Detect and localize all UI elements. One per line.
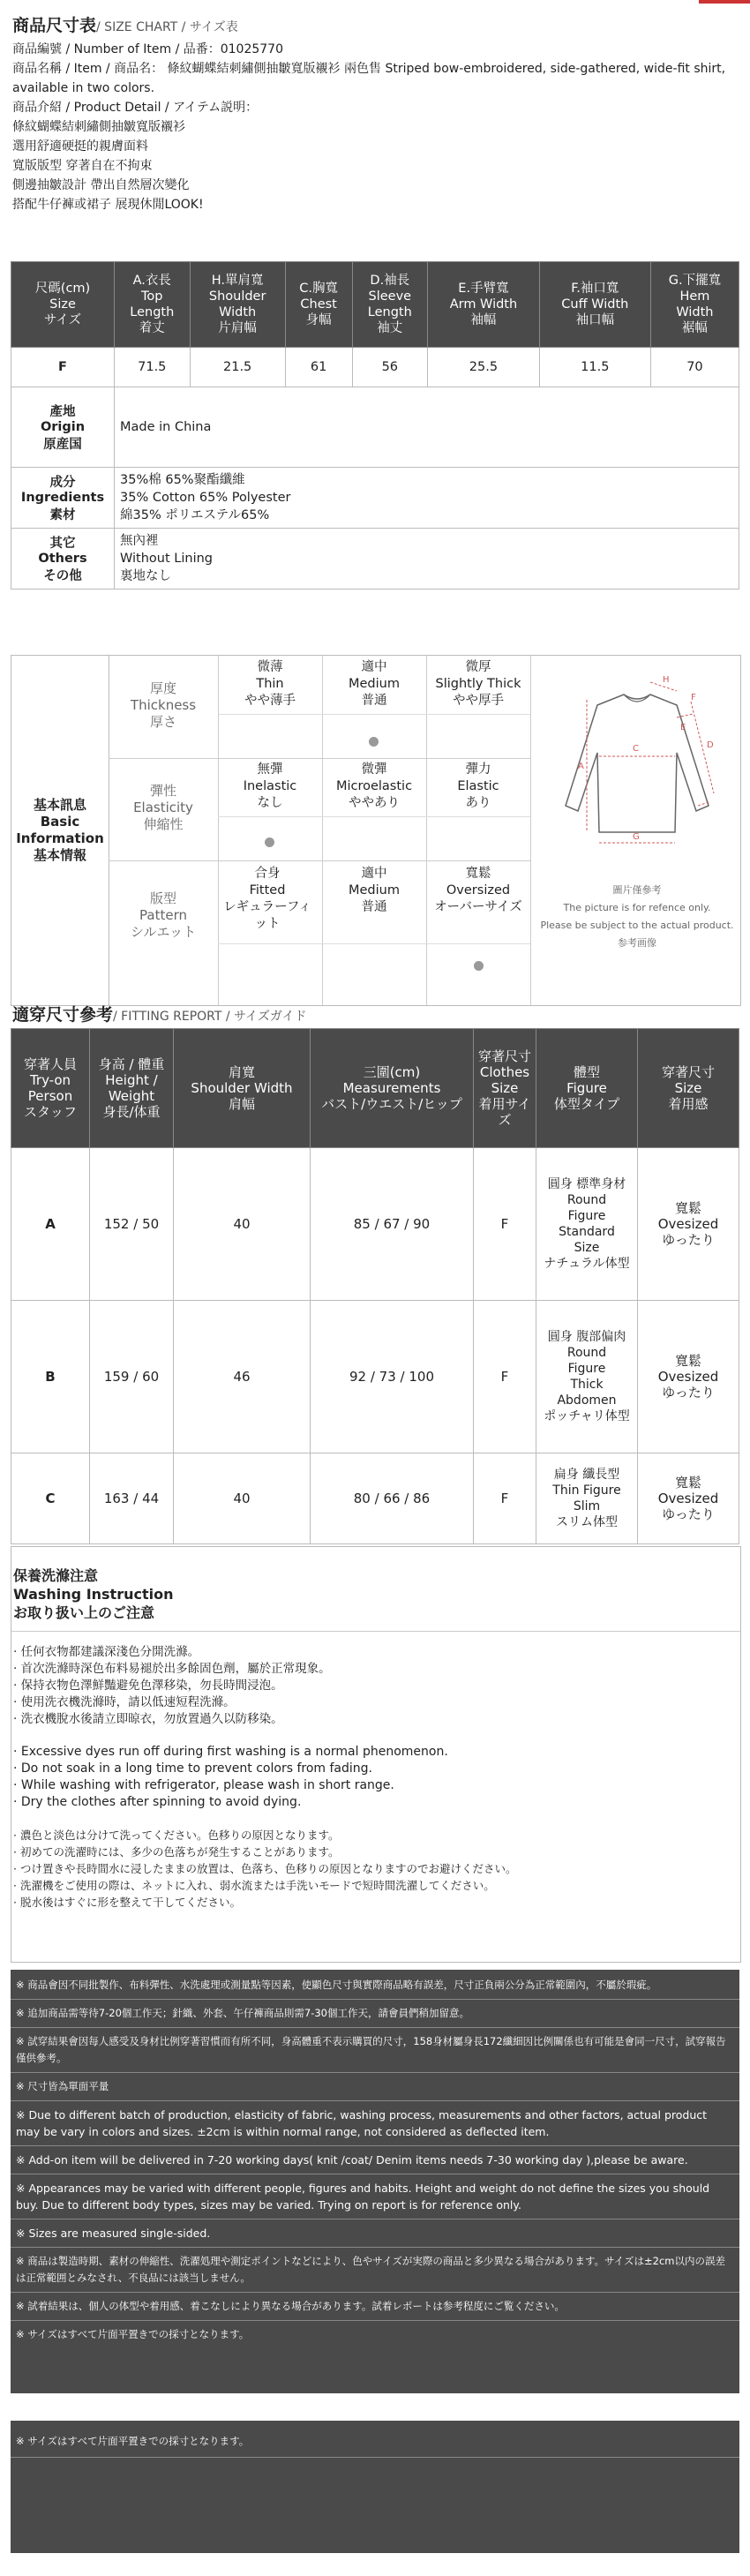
thickness-option: 微厚 Slightly Thick やや厚手 bbox=[435, 660, 521, 708]
size-value: 71.5 bbox=[115, 348, 191, 387]
caption-line: 参考画像 bbox=[618, 937, 656, 949]
size-value: 25.5 bbox=[428, 348, 540, 387]
shoulder-cell: 40 bbox=[174, 1453, 311, 1544]
figure-cell: 圓身 腹部偏肉 Round Figure Thick Abdomen ポッチャリ体型 bbox=[536, 1301, 638, 1453]
elasticity-option: 微彈 Microelastic ややあり bbox=[335, 762, 413, 810]
detail-title: 商品介紹 / Product Detail / アイテム説明： bbox=[12, 101, 259, 115]
size-value: 61 bbox=[285, 348, 352, 387]
ingredients-line: 綿35% ポリエステル65% bbox=[120, 508, 270, 522]
size-header: A.衣長 Top Length 着丈 bbox=[115, 262, 191, 348]
size-chart-subtitle: / SIZE CHART / サイズ表 bbox=[96, 20, 238, 34]
clothes-size-cell: F bbox=[474, 1453, 536, 1544]
washing-line: · 洗濯機をご使用の際は、ネットに入れ、弱水流または手洗いモードで短時間洗濯してください。 bbox=[13, 1879, 495, 1892]
diagram-letter: D bbox=[707, 740, 714, 750]
washing-line: · 初めての洗濯時には、多少の色落ちが発生することがあります。 bbox=[13, 1845, 340, 1859]
person-cell: C bbox=[11, 1453, 90, 1544]
pattern-option: 合身 Fitted レギュラーフィット bbox=[223, 867, 311, 931]
pattern-indicator bbox=[474, 961, 484, 971]
figure-cell: 扁身 纖長型 Thin Figure Slim スリム体型 bbox=[536, 1453, 638, 1544]
feel-cell: 寬鬆 Ovesized ゆったり bbox=[638, 1453, 739, 1544]
table-row bbox=[11, 1453, 739, 1544]
size-value: 11.5 bbox=[539, 348, 650, 387]
elasticity-indicator bbox=[265, 837, 274, 847]
size-header: H.單肩寬 Shoulder Width 片肩幅 bbox=[190, 262, 285, 348]
note-line: ※ Add-on item will be delivered in 7-20 working days( knit /coat/ Denim items needs 7-30 working day ),please be aware. bbox=[16, 2153, 688, 2167]
diagram-letter: F bbox=[691, 693, 696, 702]
size-chart-header bbox=[0, 0, 750, 36]
detail-line: 條紋蝴蝶結刺繡側抽皺寬版襯衫 bbox=[12, 120, 185, 134]
diagram-letter: G bbox=[633, 832, 640, 842]
person-cell: A bbox=[11, 1148, 90, 1301]
washing-line: · Excessive dyes run off during first washing is a normal phenomenon. bbox=[13, 1745, 448, 1759]
feel-cell: 寬鬆 Ovesized ゆったり bbox=[638, 1148, 739, 1301]
measurement-cell: 92 / 73 / 100 bbox=[311, 1301, 474, 1453]
diagram-letter: C bbox=[633, 744, 639, 754]
washing-line: · 首次洗滌時深色布料易褪於出多餘固色劑，屬於正常現象。 bbox=[13, 1662, 331, 1676]
fitting-table bbox=[11, 1028, 739, 1544]
ingredients-label: 成分 Ingredients 素材 bbox=[11, 468, 115, 529]
washing-line: · 洗衣機脫水後請立即晾衣，勿放置過久以防移染。 bbox=[13, 1712, 283, 1726]
size-chart-title: 商品尺寸表 bbox=[12, 16, 97, 35]
elasticity-option: 彈力 Elastic あり bbox=[457, 762, 499, 810]
washing-line: · 使用洗衣機洗滌時，請以低速短程洗滌。 bbox=[13, 1695, 236, 1709]
note-line: ※ 商品會因不同批製作、布料彈性、水洗處理或測量點等因素，使顯色尺寸與實際商品略有誤差，尺寸正負兩公分為正常範圍內，不屬於瑕疵。 bbox=[16, 1979, 657, 1991]
person-cell: B bbox=[11, 1301, 90, 1453]
washing-line: · While washing with refrigerator, please wash in short range. bbox=[13, 1778, 394, 1792]
top-accent-bar bbox=[699, 0, 750, 4]
note-line: ※ Due to different batch of production, elasticity of fabric, washing process, measurements and other factors, actual product may be vary in colors and sizes. ±2cm is within normal range, not considered as deflected item. bbox=[16, 2108, 708, 2138]
ingredients-value bbox=[115, 468, 739, 529]
note-line: ※ サイズはすべて片面平置きでの採寸となります。 bbox=[16, 2328, 250, 2340]
note-line: ※ 試着結果は、個人の体型や着用感、着こなしにより異なる場合があります。試着レポートは参考程度にご覧ください。 bbox=[16, 2300, 565, 2312]
clothes-size-cell: F bbox=[474, 1301, 536, 1453]
note-line: ※ 尺寸皆為單面平量 bbox=[16, 2080, 109, 2092]
size-value: 70 bbox=[650, 348, 739, 387]
size-header: D.袖長 Sleeve Length 袖丈 bbox=[352, 262, 428, 348]
washing-title-line: 保養洗滌注意 bbox=[13, 1567, 99, 1584]
shoulder-cell: 46 bbox=[174, 1301, 311, 1453]
item-number: 商品編號 / Number of Item / 品番：01025770 bbox=[12, 42, 283, 56]
washing-line: · つけ置きや長時間水に浸したままの放置は、色落ち、色移りの原因となりますのでお避けください。 bbox=[13, 1862, 517, 1875]
washing-jp bbox=[11, 1827, 740, 1911]
origin-value: Made in China bbox=[115, 387, 739, 468]
others-value bbox=[115, 529, 739, 590]
fitting-header: 穿著人員 Try-on Person スタッフ bbox=[11, 1029, 90, 1148]
figure-cell: 圓身 標準身材 Round Figure Standard Size ナチュラル体型 bbox=[536, 1148, 638, 1301]
measurement-cell: 80 / 66 / 86 bbox=[311, 1453, 474, 1544]
diagram-letter: E bbox=[680, 723, 686, 732]
washing-line: · 保持衣物色澤鮮豔避免色澤移染，勿長時間浸泡。 bbox=[13, 1679, 283, 1693]
detail-line: 側邊抽皺設計 帶出自然層次變化 bbox=[12, 178, 190, 192]
footer-panel bbox=[11, 2421, 739, 2553]
hw-cell: 152 / 50 bbox=[90, 1148, 174, 1301]
table-row bbox=[11, 529, 739, 590]
clothes-size-cell: F bbox=[474, 1148, 536, 1301]
size-header: E.手臂寬 Arm Width 袖幅 bbox=[428, 262, 540, 348]
washing-title-line: Washing Instruction bbox=[13, 1586, 174, 1603]
diagram-letter: H bbox=[663, 675, 670, 685]
detail-line: 選用舒適硬挺的親膚面料 bbox=[12, 139, 148, 154]
detail-line: 寬版版型 穿著自在不拘束 bbox=[12, 159, 153, 173]
fitting-header: 體型 Figure 体型タイプ bbox=[536, 1029, 638, 1148]
fitting-title-sub: / FITTING REPORT / サイズガイド bbox=[113, 1010, 307, 1024]
detail-line: 搭配牛仔褲或裙子 展現休閒LOOK! bbox=[12, 198, 204, 212]
thickness-indicator bbox=[369, 737, 379, 747]
measurement-cell: 85 / 67 / 90 bbox=[311, 1148, 474, 1301]
elasticity-label: 彈性 Elasticity 伸縮性 bbox=[133, 783, 193, 832]
size-value: 56 bbox=[352, 348, 428, 387]
caption-line: Please be subject to the actual product. bbox=[540, 920, 734, 931]
washing-en bbox=[11, 1744, 740, 1811]
thickness-option: 適中 Medium 普通 bbox=[349, 660, 400, 708]
shoulder-cell: 40 bbox=[174, 1148, 311, 1301]
size-cell: F bbox=[11, 348, 115, 387]
washing-title bbox=[11, 1547, 740, 1622]
size-table bbox=[11, 261, 739, 590]
note-line: ※ Sizes are measured single-sided. bbox=[16, 2227, 211, 2240]
diagram-caption bbox=[534, 882, 740, 952]
basic-info-panel bbox=[11, 655, 741, 1006]
basic-info-label: 基本訊息 Basic Information 基本情報 bbox=[11, 656, 109, 1005]
diagram-letter: A bbox=[578, 762, 584, 771]
washing-line: · 任何衣物都建議深淺色分開洗滌。 bbox=[13, 1645, 200, 1659]
hw-cell: 159 / 60 bbox=[90, 1301, 174, 1453]
size-header: G.下擺寬 Hem Width 裾幅 bbox=[650, 262, 739, 348]
table-row bbox=[11, 387, 739, 468]
table-row bbox=[11, 1301, 739, 1453]
fitting-header: 三圍(cm) Measurements バスト/ウエスト/ヒップ bbox=[311, 1029, 474, 1148]
fitting-title-text: 適穿尺寸參考 bbox=[12, 1005, 114, 1025]
others-line: 無內裡 bbox=[120, 534, 159, 548]
thickness-label: 厚度 Thickness 厚さ bbox=[130, 680, 197, 730]
shirt-diagram bbox=[534, 656, 740, 1005]
note-line: ※ 試穿結果會因每人感受及身材比例穿著習慣而有所不同，身高體重不表示購買的尺寸，158身材屬身長172纖細因比例關係也有可能是會同一尺寸，試穿報告僅供參考。 bbox=[16, 2035, 726, 2064]
notes-panel bbox=[11, 1970, 739, 2393]
footer-text: ※ サイズはすべて片面平置きでの採寸となります。 bbox=[16, 2435, 250, 2447]
item-name: 商品名稱 / Item / 商品名： 條紋蝴蝶結刺繡側抽皺寬版襯衫 兩色售 Striped bow-embroidered, side-gathered, wide-fit shirt, available in two colors. bbox=[12, 62, 726, 95]
washing-zh bbox=[11, 1644, 740, 1728]
elasticity-option: 無彈 Inelastic なし bbox=[243, 762, 297, 810]
fitting-title bbox=[12, 1002, 307, 1025]
fitting-header: 肩寬 Shoulder Width 肩幅 bbox=[174, 1029, 311, 1148]
fitting-header: 穿著尺寸 Size 着用感 bbox=[638, 1029, 739, 1148]
washing-line: · Do not soak in a long time to prevent colors from fading. bbox=[13, 1761, 372, 1776]
washing-title-line: お取り扱い上のご注意 bbox=[13, 1604, 155, 1621]
product-info bbox=[0, 36, 750, 214]
caption-line: The picture is for refence only. bbox=[563, 902, 711, 913]
caption-line: 圖片僅參考 bbox=[612, 884, 662, 896]
pattern-option: 適中 Medium 普通 bbox=[349, 867, 400, 914]
washing-line: · 濃色と淡色は分けて洗ってください。色移りの原因となります。 bbox=[13, 1829, 340, 1842]
others-label: 其它 Others その他 bbox=[11, 529, 115, 590]
pattern-label: 版型 Pattern シルエット bbox=[130, 890, 197, 940]
others-line: Without Lining bbox=[120, 552, 213, 566]
table-row bbox=[11, 1148, 739, 1301]
feel-cell: 寬鬆 Ovesized ゆったり bbox=[638, 1301, 739, 1453]
note-line: ※ 追加商品需等待7-20個工作天；針織、外套、午仔褲商品則需7-30個工作天，請會員們稍加留意。 bbox=[16, 2007, 469, 2019]
washing-line: · 脱水後はすぐに形を整えて干してください。 bbox=[13, 1896, 241, 1909]
size-header: C.胸寬 Chest 身幅 bbox=[285, 262, 352, 348]
note-line: ※ Appearances may be varied with different people, figures and habits. Height and weight do not define the sizes you should buy. Due to different body types, sizes may be varied. Trying on report is for reference only. bbox=[16, 2182, 710, 2212]
washing-line: · Dry the clothes after spinning to avoid dying. bbox=[13, 1795, 302, 1809]
table-row bbox=[11, 348, 739, 387]
size-header: 尺碼(cm) Size サイズ bbox=[11, 262, 115, 348]
others-line: 裏地なし bbox=[120, 569, 171, 583]
washing-instructions bbox=[11, 1546, 741, 1963]
size-header: F.袖口寬 Cuff Width 袖口幅 bbox=[539, 262, 650, 348]
fitting-header: 身高 / 體重 Height / Weight 身長/体重 bbox=[90, 1029, 174, 1148]
thickness-option: 微薄 Thin やや薄手 bbox=[244, 660, 296, 708]
table-row bbox=[11, 468, 739, 529]
note-line: ※ 商品は製造時期、素材の伸縮性、洗濯処理や測定ポイントなどにより、色やサイズが実際の商品と多少異なる場合があります。サイズは±2cm以内の誤差は正常範囲とみなされ、不良品には該当しません。 bbox=[16, 2255, 726, 2284]
hw-cell: 163 / 44 bbox=[90, 1453, 174, 1544]
size-value: 21.5 bbox=[190, 348, 285, 387]
origin-label: 產地 Origin 原産国 bbox=[11, 387, 115, 468]
fitting-header: 穿著尺寸 Clothes Size 着用サイズ bbox=[474, 1029, 536, 1148]
pattern-option: 寬鬆 Oversized オーバーサイズ bbox=[434, 867, 522, 914]
ingredients-line: 35% Cotton 65% Polyester bbox=[120, 491, 291, 505]
ingredients-line: 35%棉 65%聚酯纖維 bbox=[120, 473, 245, 487]
